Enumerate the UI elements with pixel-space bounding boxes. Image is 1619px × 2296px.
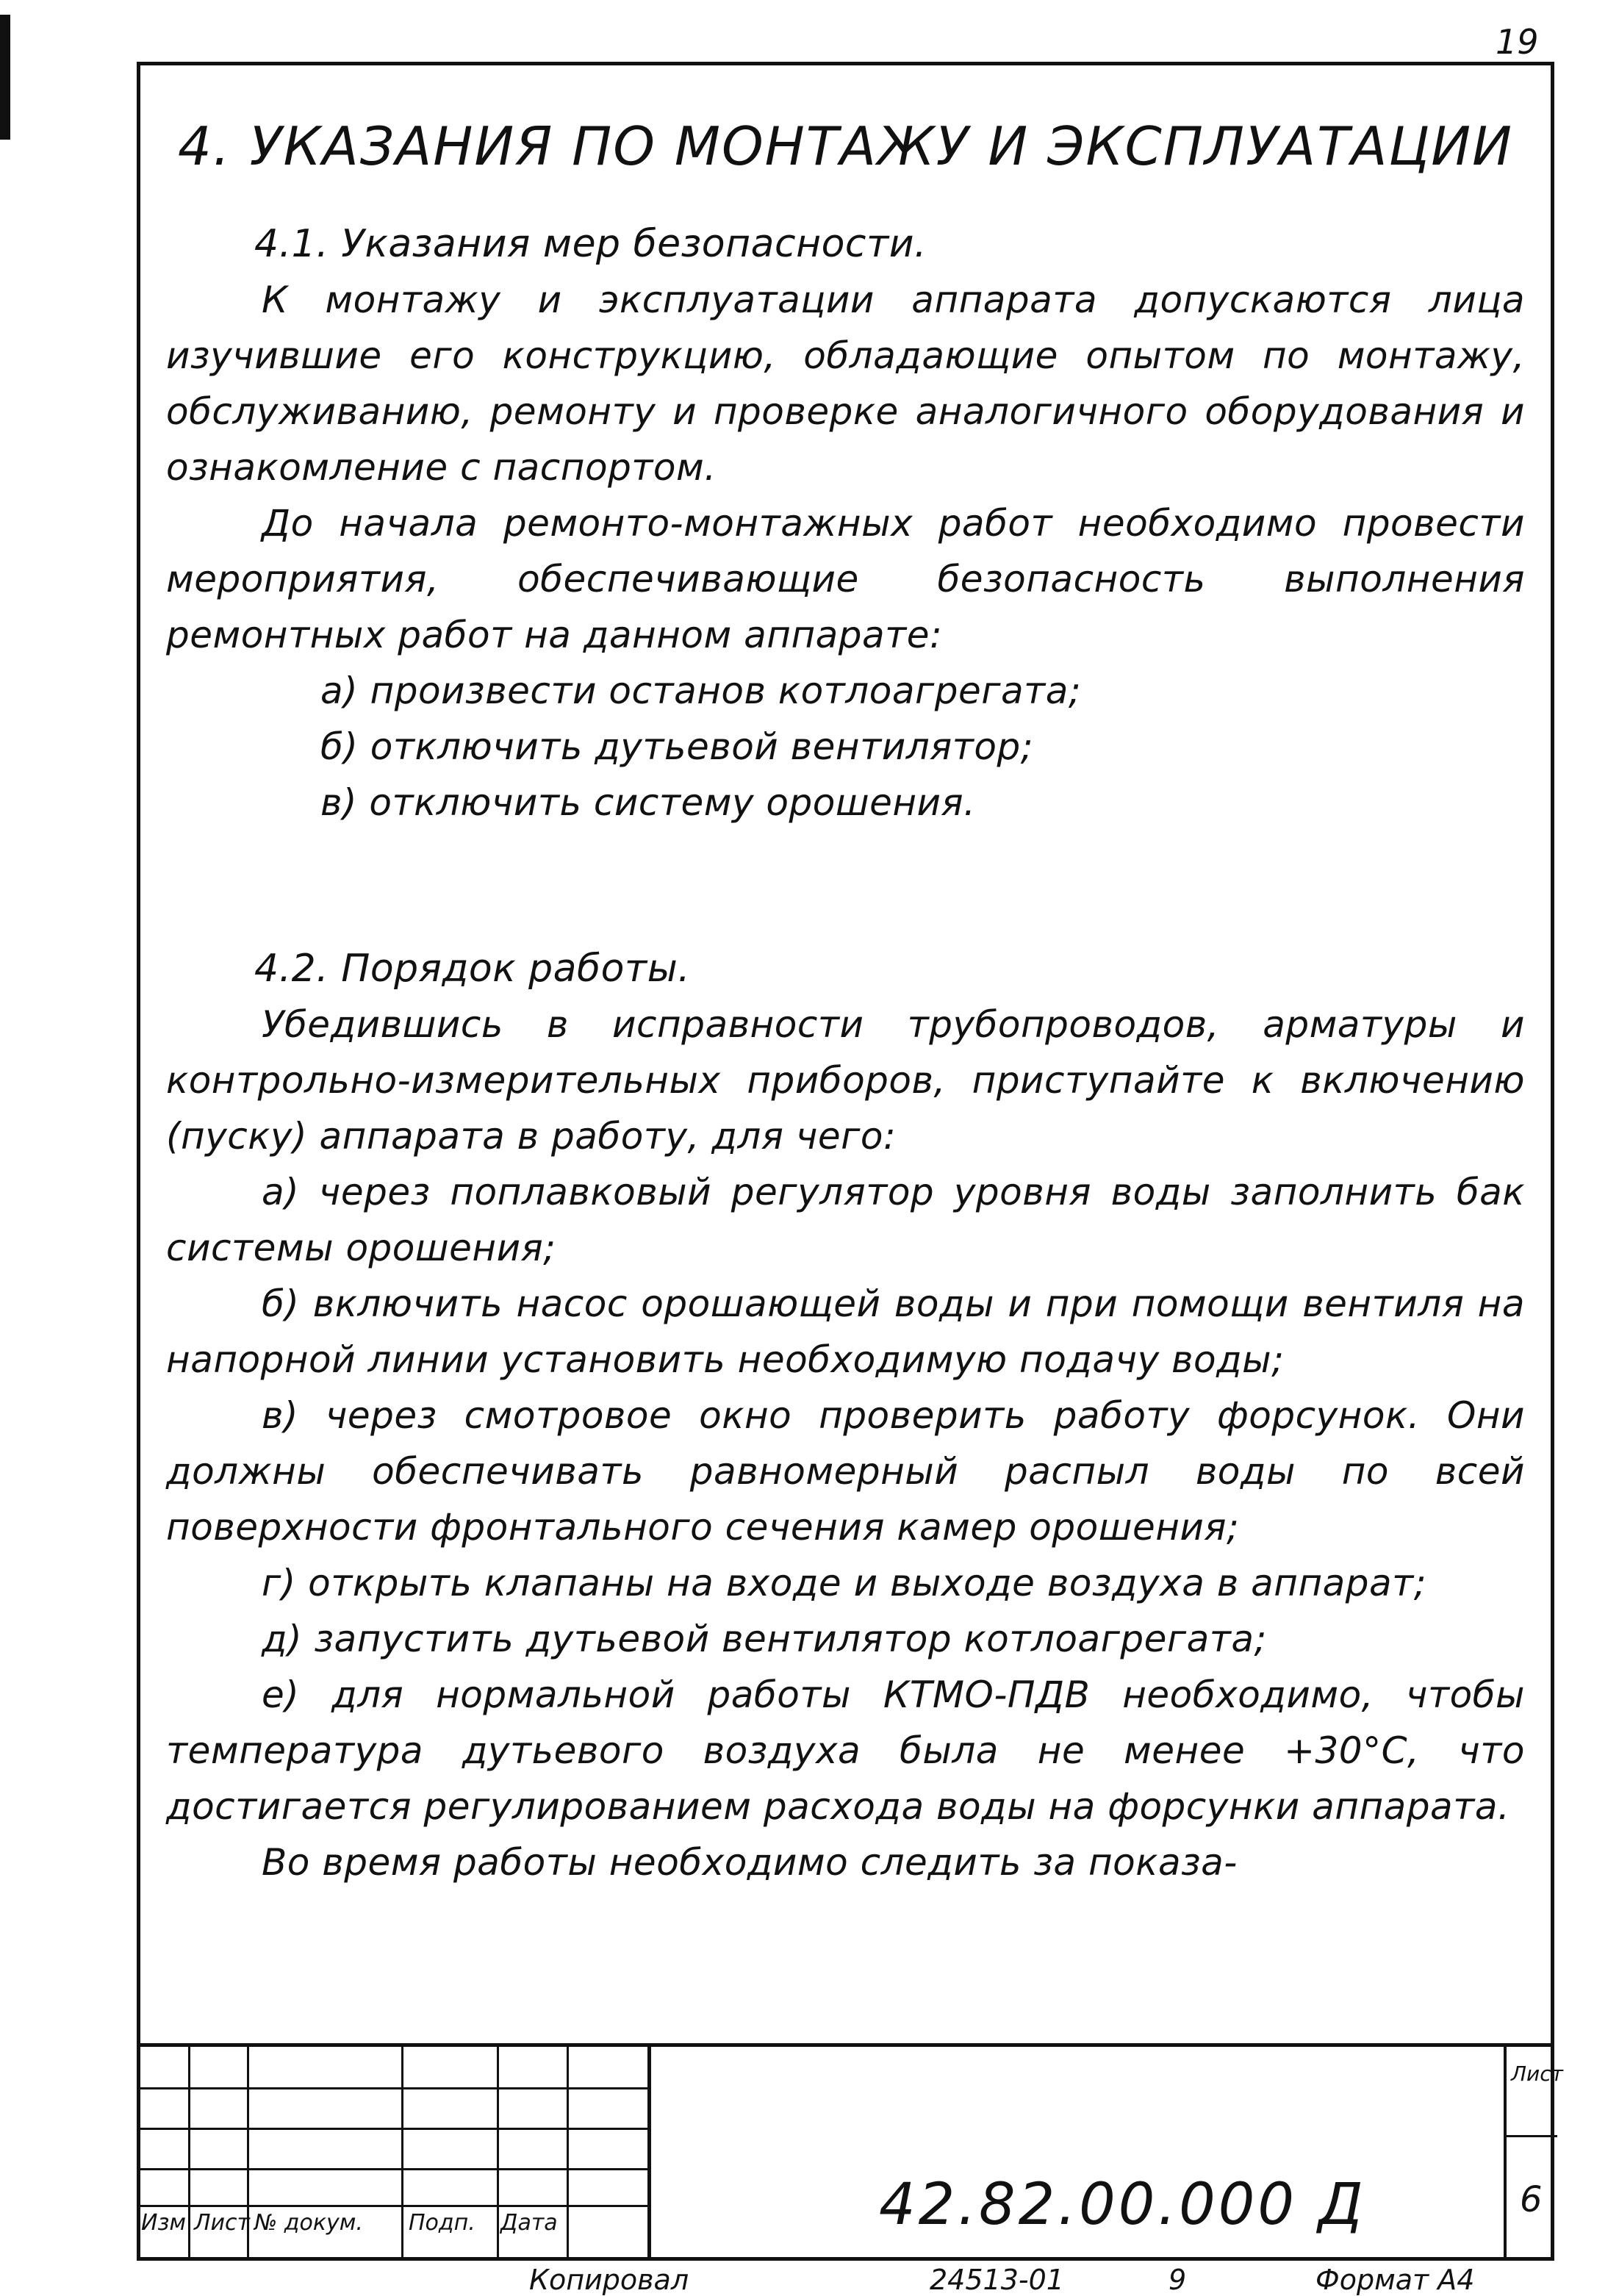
list-item: а) через поплавковый регулятор уровня воды заполнить бак системы орошения; [166,1171,1525,1269]
list-item: е) для нормальной работы КТМО-ПДВ необходимо, чтобы температура дутьевого воздуха была не менее +30°С, что достигается регулированием расхода воды на форсунки аппарата. [166,1673,1525,1828]
paragraph: К монтажу и эксплуатации аппарата допускаются лица изучившие его конструкцию, обладающие опытом по монтажу, обслуживанию, ремонту и проверке аналогичного оборудования и ознакомление с паспортом. [166,279,1525,489]
top-sheet-number: 19 [1496,22,1539,62]
section-heading-procedure: 4.2. Порядок работы. [254,947,691,991]
document-body [137,62,1554,2002]
grid-line [137,2168,651,2170]
binding-edge-mark [0,15,10,140]
spacer [166,830,1525,941]
sheet-box-label: Лист [1511,2062,1563,2086]
footer-num: 9 [1169,2264,1187,2296]
paragraph: До начала ремонто-монтажных работ необходимо провести мероприятия, обеспечивающие безопасность выполнения ремонтных работ на данном аппарате: [166,502,1525,656]
footer-format: Формат А4 [1315,2264,1475,2296]
list-item: д) запустить дутьевой вентилятор котлоагрегата; [262,1618,1267,1660]
stamp-label-date: Дата [500,2210,558,2236]
grid-line [137,2128,651,2130]
sheet-box [1504,2047,1563,2261]
stamp-label-sign: Подп. [409,2210,475,2236]
grid-line [137,2205,651,2207]
list-item: г) открыть клапаны на входе и выходе воздуха в аппарат; [262,1562,1427,1604]
list-item: б) включить насос орошающей воды и при помощи вентиля на напорной линии установить необходимую подачу воды; [166,1282,1525,1381]
paragraph: Убедившись в исправности трубопроводов, арматуры и контрольно-измерительных приборов, приступайте к включению (пуску) аппарата в работу, для чего: [166,1003,1525,1158]
document-code: 42.82.00.000 Д [879,2172,1366,2238]
list-item: в) через смотровое окно проверить работу форсунок. Они должны обеспечивать равномерный распыл воды по всей поверхности фронтального сечения камер орошения; [166,1394,1525,1549]
page-title: 4. УКАЗАНИЯ ПО МОНТАЖУ И ЭКСПЛУАТАЦИИ [177,115,1513,177]
grid-line [567,2047,569,2261]
stamp-label-list: Лист [194,2210,251,2236]
revision-grid [137,2047,651,2261]
grid-line [401,2047,403,2261]
stamp-label-doc: № докум. [254,2210,363,2236]
footer-order: 24513-01 [930,2264,1064,2296]
list-item: а) произвести останов котлоагрегата; [320,670,1082,712]
grid-line [497,2047,499,2261]
title-block [137,2043,1563,2261]
list-item: в) отключить систему орошения. [320,781,976,824]
list-item: б) отключить дутьевой вентилятор; [320,725,1034,768]
footer-copied: Копировал [529,2264,689,2296]
section-heading-safety: 4.1. Указания мер безопасности. [254,222,927,266]
grid-line [188,2047,190,2261]
sheet-number: 6 [1520,2179,1543,2220]
stamp-label-izm: Изм [141,2210,187,2236]
grid-line [1507,2135,1557,2137]
paragraph: Во время работы необходимо следить за показа- [262,1841,1238,1884]
grid-line [137,2087,651,2089]
